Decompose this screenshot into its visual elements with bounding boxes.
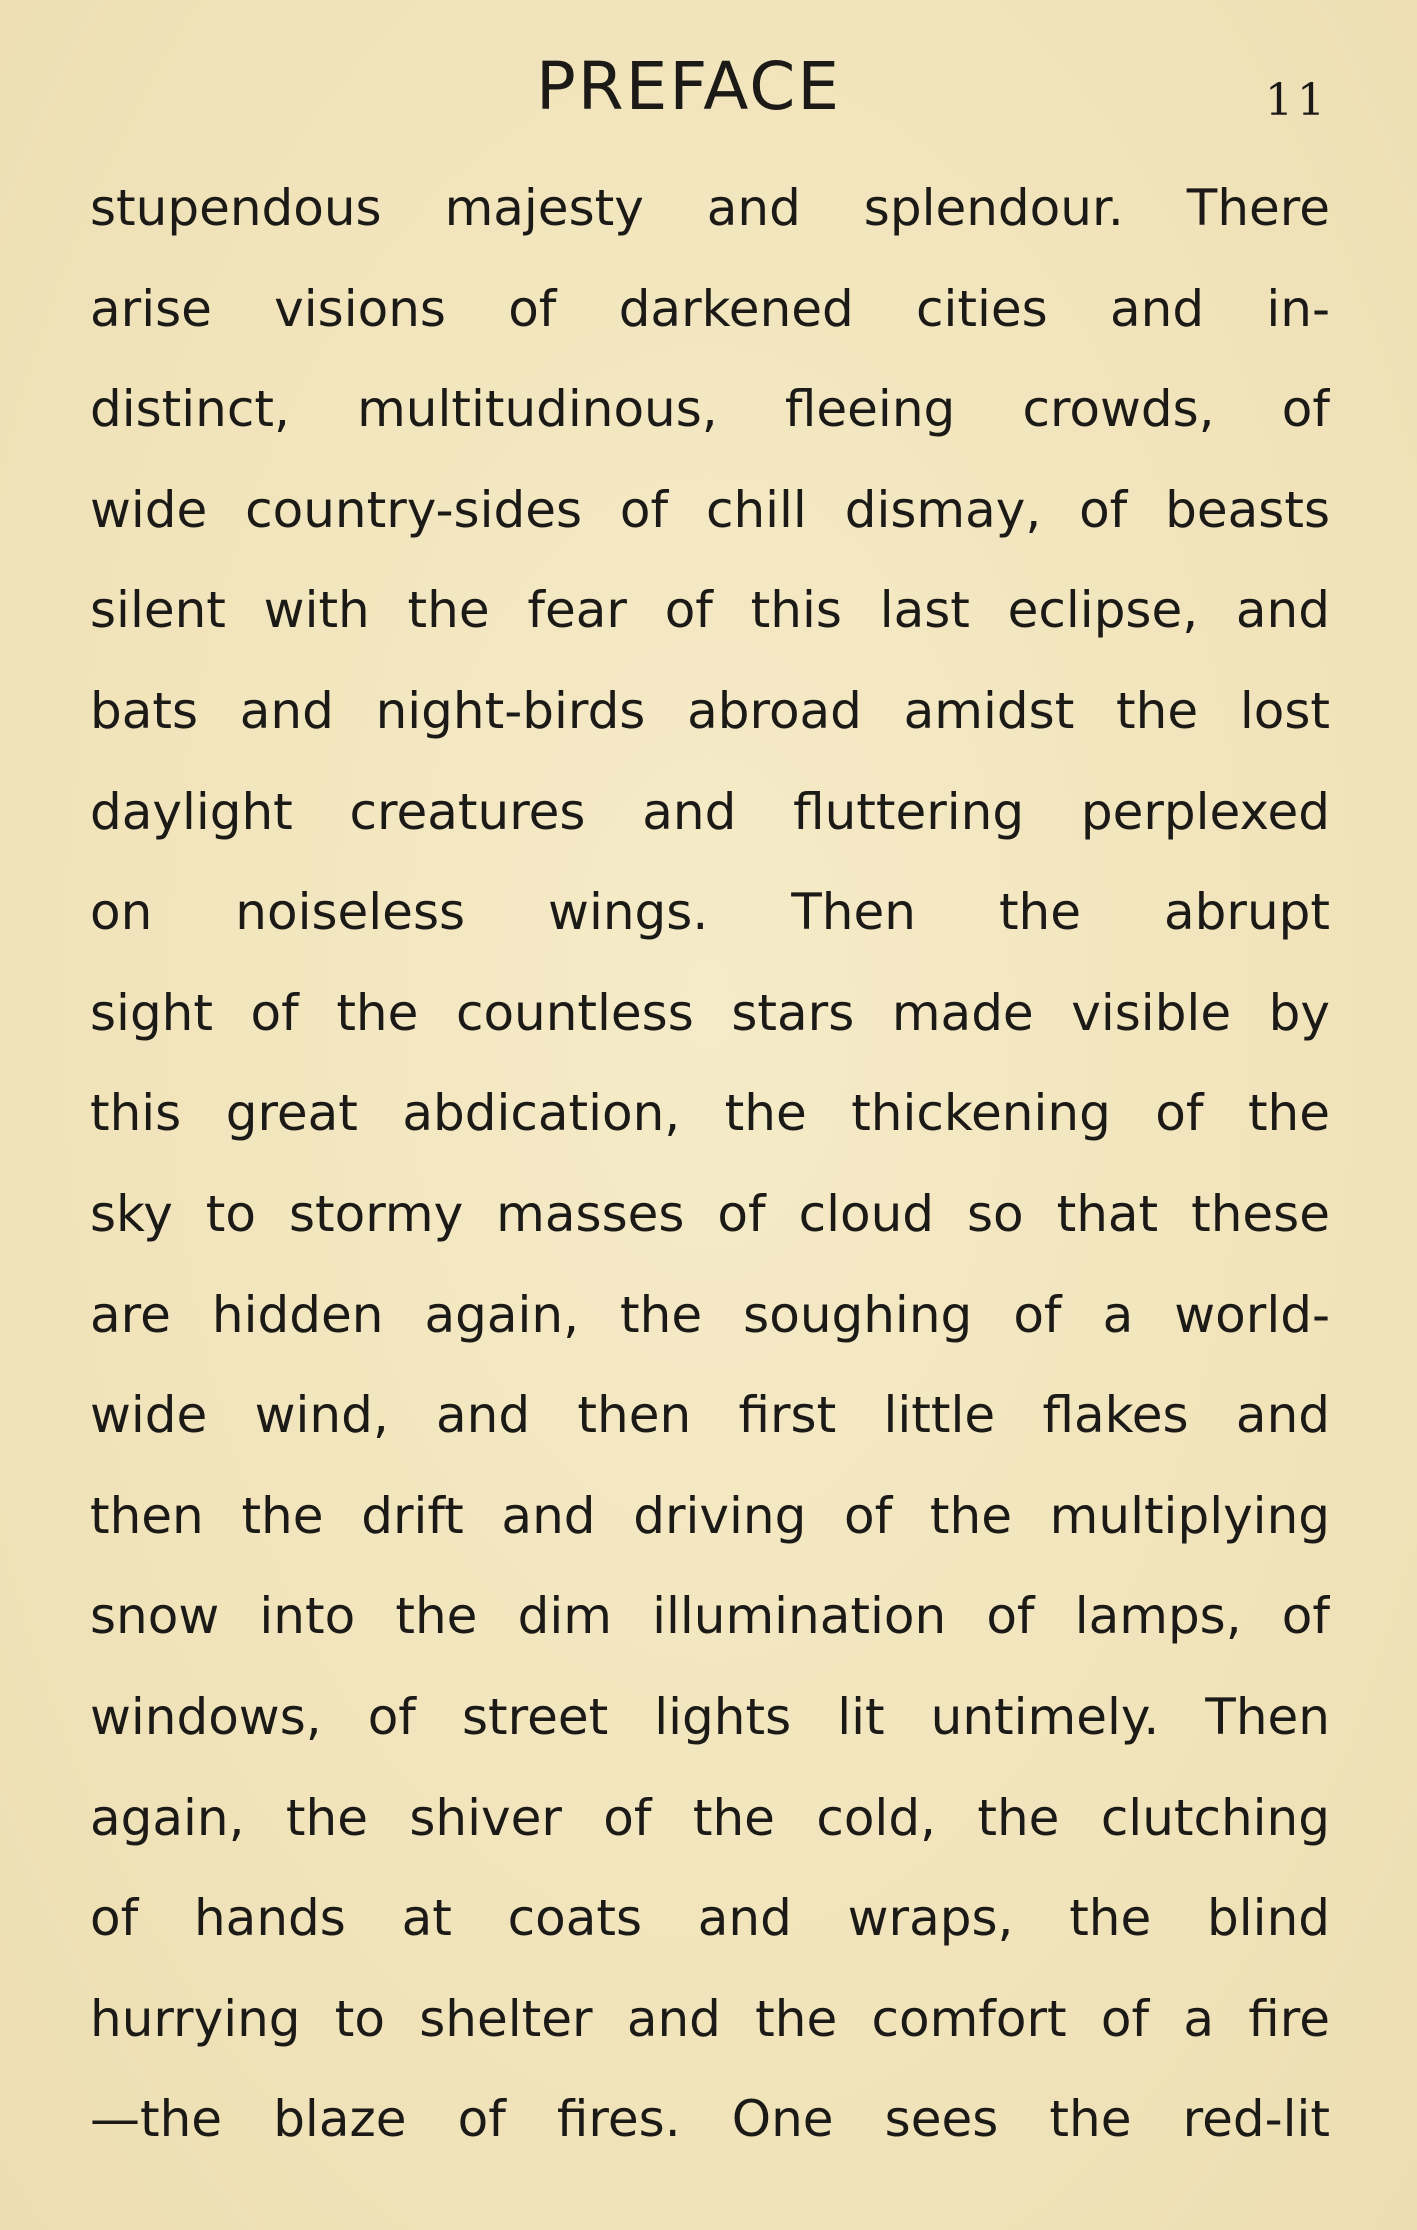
text-line: wide wind, and then first little flakes and [90,1386,1330,1445]
text-line: on noiseless wings. Then the abrupt [90,883,1330,942]
text-line: sight of the countless stars made visible by [90,983,1330,1042]
text-line: daylight creatures and fluttering perplexed [90,782,1330,841]
text-line: hurrying to shelter and the comfort of a fire [90,1989,1330,2048]
body-text [90,158,1330,2170]
text-line: again, the shiver of the cold, the clutching [90,1788,1330,1847]
page-number: 11 [1265,75,1329,126]
text-line: wide country-sides of chill dismay, of beasts [90,480,1330,539]
text-line: this great abdication, the thickening of the [90,1084,1330,1143]
text-line: snow into the dim illumination of lamps, of [90,1587,1330,1646]
text-line: sky to stormy masses of cloud so that these [90,1184,1330,1243]
text-line: bats and night-birds abroad amidst the lost [90,681,1330,740]
text-line: then the drift and driving of the multiplying [90,1486,1330,1545]
text-line: stupendous majesty and splendour. There [90,179,1330,237]
text-line: windows, of street lights lit untimely. Then [90,1687,1330,1746]
text-line: arise visions of darkened cities and in- [90,279,1330,338]
running-head [0,42,1417,132]
text-line: of hands at coats and wraps, the blind [90,1889,1330,1948]
text-line: silent with the fear of this last eclipse, and [90,581,1330,640]
page-title: PREFACE [536,48,842,125]
text-line: —the blaze of fires. One sees the red-lit [90,2090,1330,2149]
text-line: are hidden again, the soughing of a world- [90,1285,1330,1344]
text-line: distinct, multitudinous, fleeing crowds, of [90,380,1330,439]
